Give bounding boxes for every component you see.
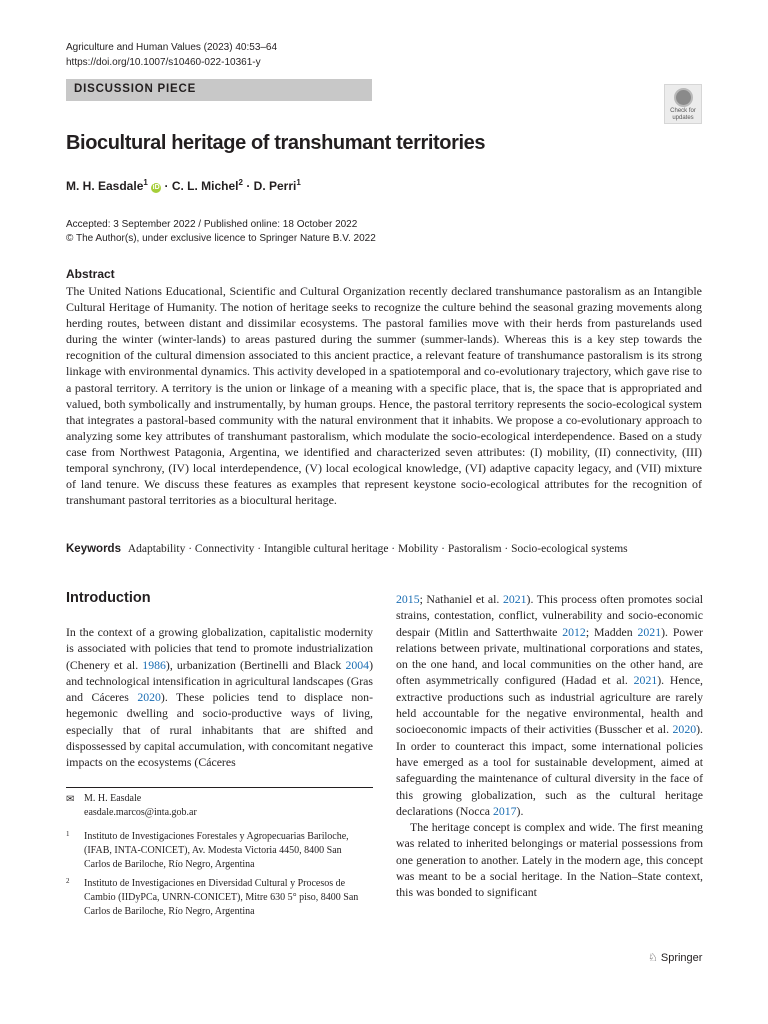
abstract-heading: Abstract	[66, 267, 115, 281]
intro-column-left: In the context of a growing globalization, capitalistic modernity is associated with policies that tend to promote industrialization (Chenery et al. 1986), urbanization (Bertinelli and Black 2004) and technological intensification in agricultural landscapes (Gras and Cáceres 2020). These policies tend to displace non-hegemonic dwelling and socio-productive ways of living, especially that of rural inhabitants that are shifted and dispossessed by capital accumulation, with concomitant negative impacts on the ecosystems (Cáceres	[66, 625, 374, 770]
abstract-text: The United Nations Educational, Scientific and Cultural Organization recently declared transhumance pastoralism as an Intangible Cultural Heritage of Humanity. The notion of heritage seeks to recognize the culture behind the seasonal grazing movements along herding routes, between distant and dissimilar ecosystems. The pastoral families move with their herds from pasturelands used during the winter (winter-lands) to areas pastured during the summer (summer-lands). Whereas this is a key step towards the recognition of the cultural dimension associated to this ancient practice, a relevant feature of transhumance pastoralism is its strong linkage with environmental dynamics. This activity developed in a spatiotemporal and co-evolutionary trajectory, which gave rise to a pastoral territory. A territory is the union or linkage of a meaning with a specific place, that is, the space that is appropriated and valued, both symbolically and instrumentally, by human groups. Hence, the pastoral territory represents the socio-ecological system that integrates a pastoral-based community with the natural environment that it inhabits. We propose a co-evolutionary approach to analyzing some key attributes of transhumant pastoralism, which modulate the socio-ecological interdependence. Based on a study case from Northwest Patagonia, Argentina, we identified and characterized seven attributes: (I) mobility, (II) connectivity, (III) temporal synchrony, (IV) local interdependence, (V) local ecological knowledge, (VI) adaptive capacity legacy, and (VII) mixture of land tenure. We discuss these features as examples that represent keystone socio-ecological attributes for the recognition of transhumant pastoral territories as a biocultural heritage.	[66, 284, 702, 508]
author-name[interactable]: C. L. Michel	[171, 179, 239, 193]
paragraph: The heritage concept is complex and wide. The first meaning was related to inherited belongings or material possessions from one generation to another. Lately in the modern age, this concept was meant to be a social heritage. In the Nation–State context, this was bonded to significant	[396, 820, 703, 900]
citation-link[interactable]: 2017	[492, 803, 517, 818]
citation-link[interactable]: 2021	[633, 673, 658, 688]
accepted-published-line: Accepted: 3 September 2022 / Published online: 18 October 2022	[66, 219, 358, 230]
corresponding-author-email[interactable]: easdale.marcos@inta.gob.ar	[84, 807, 197, 818]
author-affiliation-mark: 2	[238, 178, 243, 187]
journal-citation	[66, 40, 277, 70]
article-type-banner	[66, 79, 372, 101]
keywords	[66, 543, 706, 555]
publication-dates	[66, 218, 376, 246]
doi-link[interactable]: https://doi.org/10.1007/s10460-022-10361-y	[66, 57, 261, 68]
citation-link[interactable]: 2020	[672, 722, 697, 737]
article-title: Biocultural heritage of transhumant territories	[66, 132, 486, 154]
citation-link[interactable]: 1986	[142, 657, 166, 672]
citation-link[interactable]: 2021	[502, 592, 527, 606]
article-type-label: DISCUSSION PIECE	[74, 83, 197, 95]
paragraph: 2015; Nathaniel et al. 2021). This process often promotes social strains, contestation, conflict, vulnerability and socio-economic despair (Mitlin and Satterthwaite 2012; Madden 2021). Power relations between private, multinational corporations and states, on the one hand, and local communities on the other hand, are often asymmetrically configured (Hadad et al. 2021). Hence, extractive productions such as industrial agriculture are rarely held accountable for the negative environmental, health and socioeconomic impacts of their activities (Busscher et al. 2020). In order to counteract this impact, some international policies have emerged as a tool for sustainable development, aimed at safeguarding the maintenance of cultural diversity in the face of this growing globalization, such as the cultural heritage declarations (Nocca 2017).	[396, 592, 704, 818]
citation-link[interactable]: 2020	[137, 690, 161, 705]
introduction-heading: Introduction	[66, 590, 151, 606]
copyright-line: © The Author(s), under exclusive licence to Springer Nature B.V. 2022	[66, 233, 376, 244]
springer-horse-icon: ♘	[648, 952, 658, 964]
publisher-name: Springer	[660, 952, 703, 964]
intro-column-right	[396, 591, 703, 901]
publisher-logo	[648, 951, 702, 964]
corresponding-author-name: M. H. Easdale	[84, 793, 142, 804]
author-name[interactable]: D. Perri	[253, 179, 297, 193]
crossmark-icon	[674, 88, 693, 107]
author-affiliation-mark: 1	[296, 178, 301, 187]
author-affiliation-mark: 1	[143, 178, 148, 187]
author-list: M. H. Easdale$^1$ iD · C. L. Michel$^2$ · D. Perri$^1$	[66, 178, 301, 193]
citation-link[interactable]: 2015	[396, 592, 420, 606]
citation-link[interactable]: 2012	[562, 624, 586, 639]
orcid-icon[interactable]: iD	[152, 184, 160, 191]
crossmark-label: Check for updates	[670, 108, 696, 121]
citation-link[interactable]: 2021	[637, 624, 662, 639]
keywords-label: Keywords	[66, 543, 121, 555]
author-name[interactable]: M. H. Easdale	[66, 179, 144, 193]
citation-link[interactable]: 2004	[345, 657, 370, 672]
footnote-divider	[66, 787, 373, 788]
keywords-list: Adaptability · Connectivity · Intangible cultural heritage · Mobility · Pastoralism · Socio-ecological systems	[127, 543, 628, 555]
envelope-icon: ✉	[66, 794, 75, 805]
journal-line: Agriculture and Human Values (2023) 40:53–64	[66, 42, 278, 53]
check-for-updates-button[interactable]	[664, 84, 702, 124]
